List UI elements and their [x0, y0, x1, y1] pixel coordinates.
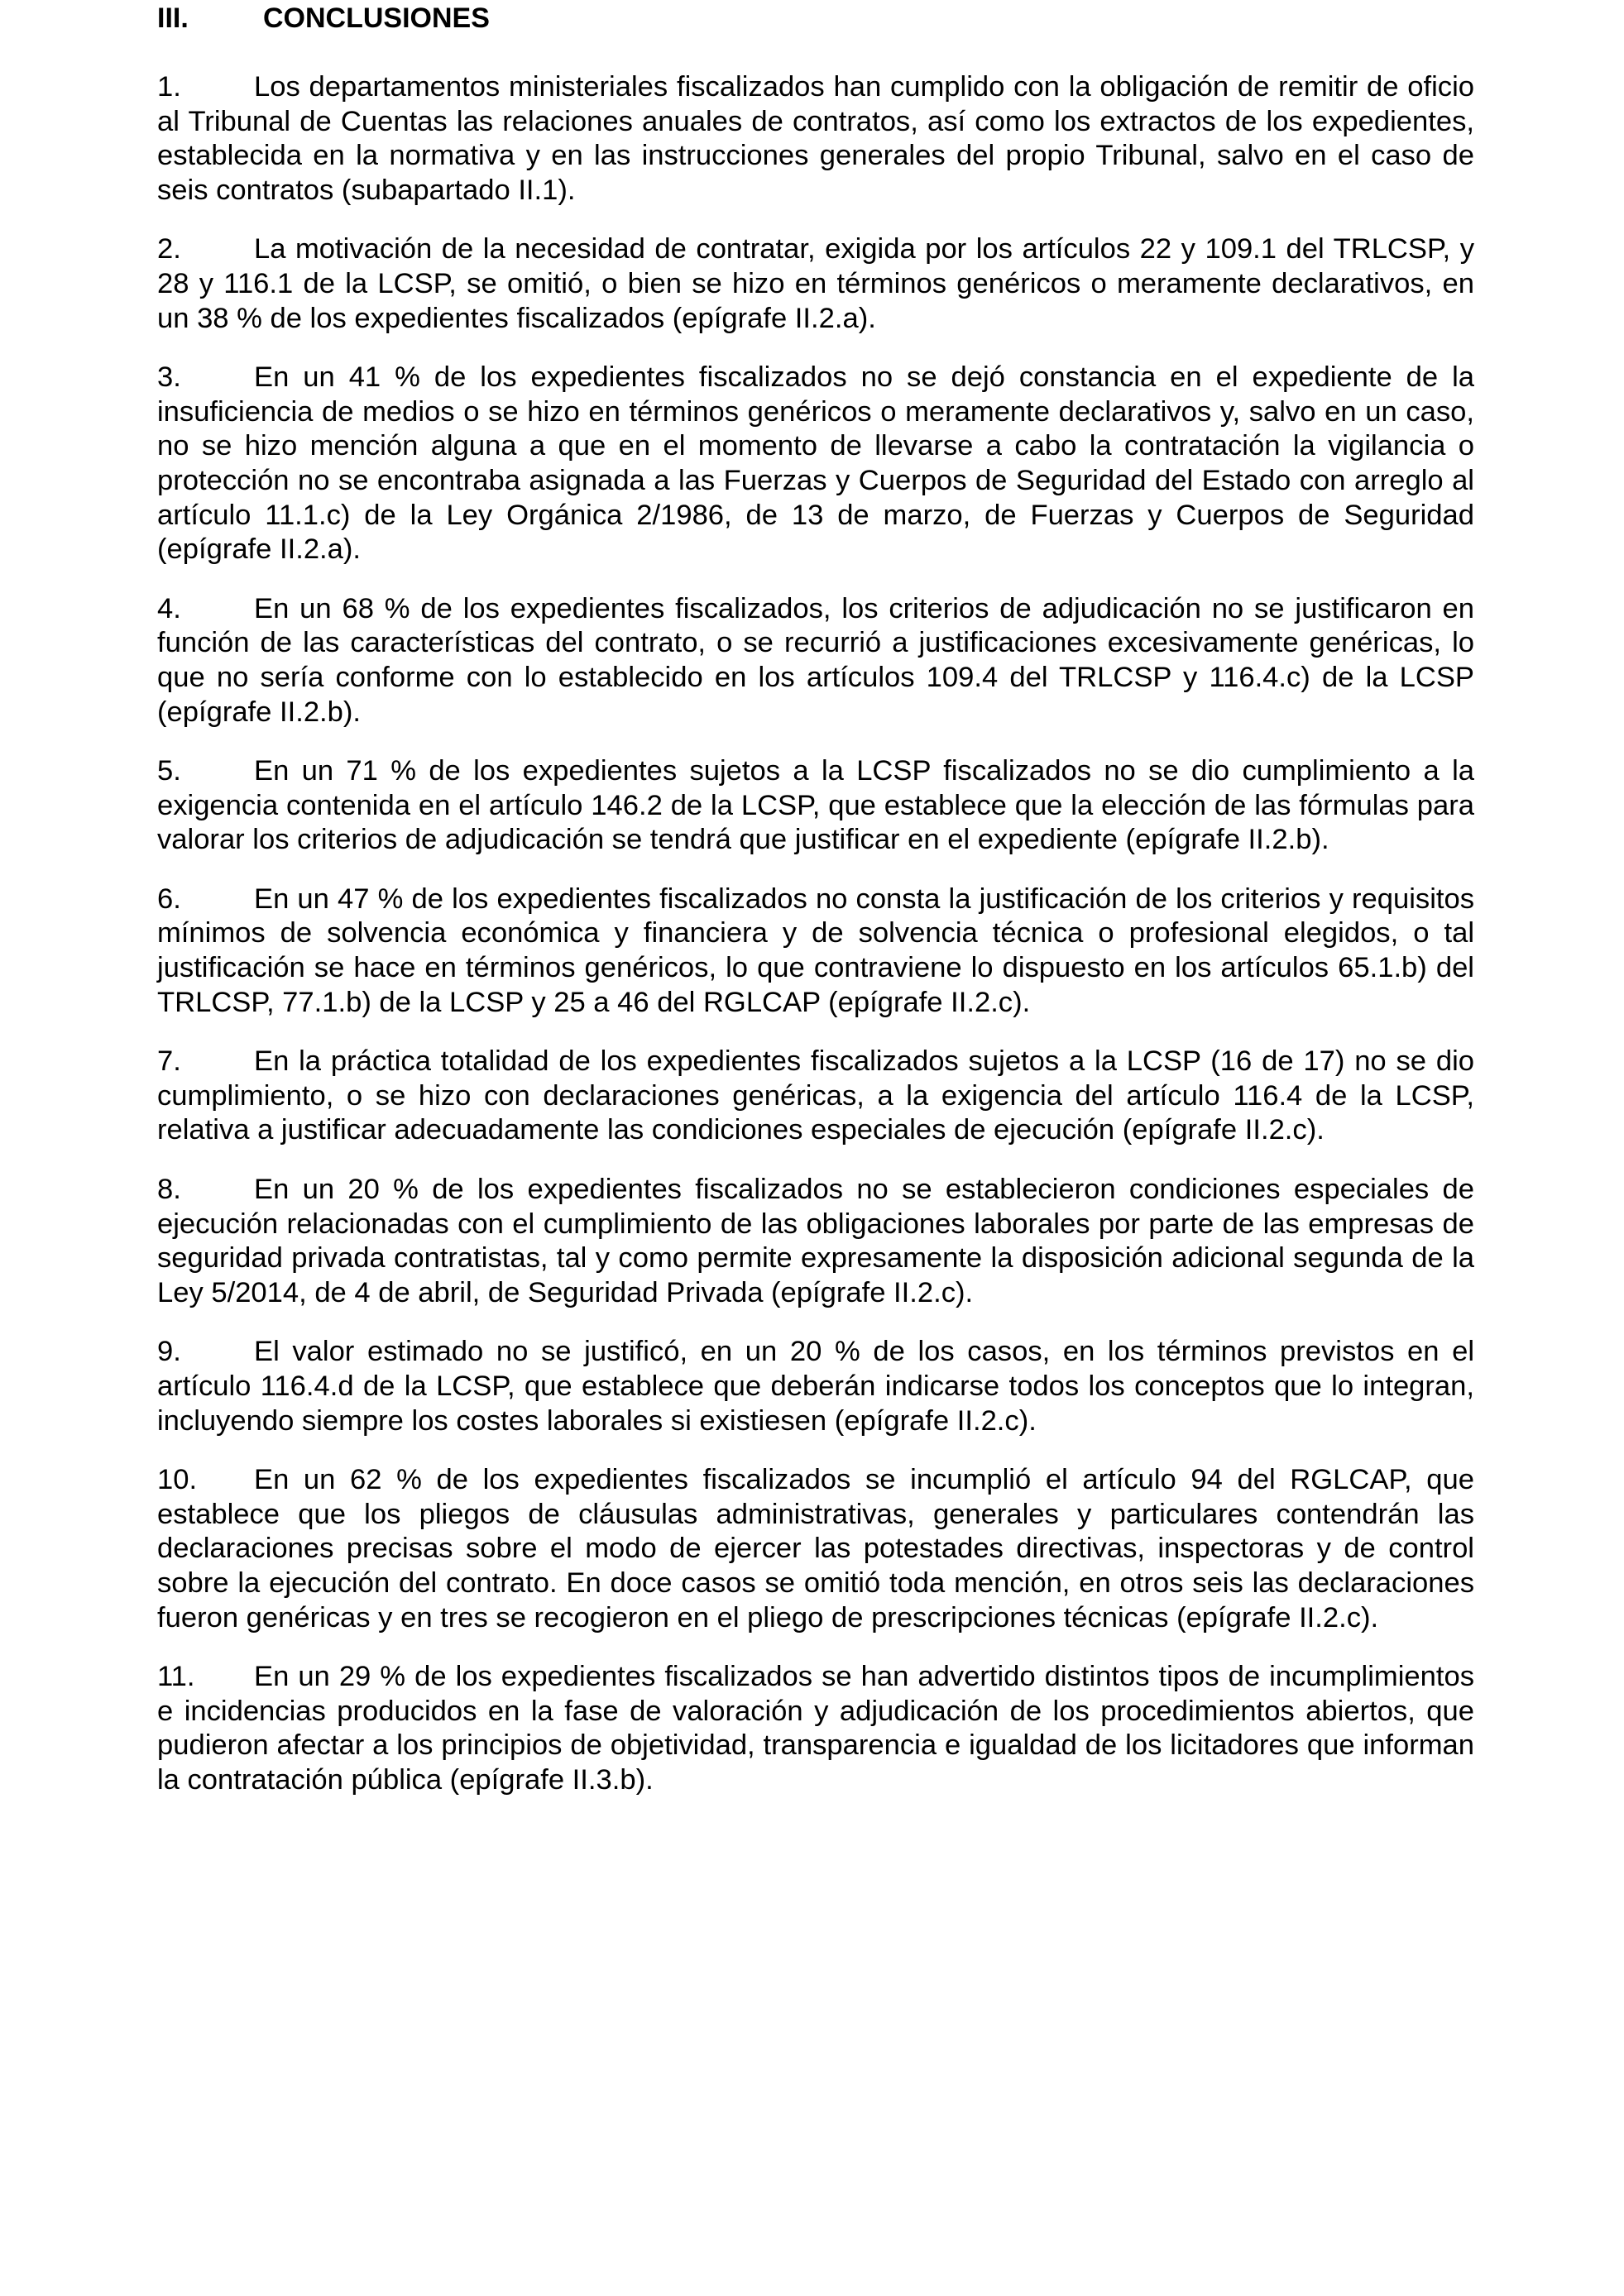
conclusion-number: 6.	[157, 883, 181, 915]
conclusion-paragraph-8	[157, 1173, 1474, 1310]
conclusion-paragraph-5	[157, 754, 1474, 858]
conclusion-text: Los departamentos ministeriales fiscalizados han cumplido con la obligación de remitir de oficio al Tribunal de Cuentas las relaciones anuales de contratos, así como los extractos de los expedientes, establecida en la normativa y en las instrucciones generales del propio Tribunal, salvo en el caso de seis contratos (subapartado II.1).	[157, 71, 1474, 206]
conclusion-text: En un 20 % de los expedientes fiscalizados no se establecieron condiciones especiales de ejecución relacionadas con el cumplimiento de las obligaciones laborales por parte de las empresas de seguridad privada contratistas, tal y como permite expresamente la disposición adicional segunda de la Ley 5/2014, de 4 de abril, de Seguridad Privada (epígrafe II.2.c).	[157, 1174, 1474, 1308]
conclusion-paragraph-10	[157, 1463, 1474, 1635]
conclusion-text: En un 71 % de los expedientes sujetos a la LCSP fiscalizados no se dio cumplimiento a la exigencia contenida en el artículo 146.2 de la LCSP, que establece que la elección de las fórmulas para valorar los criterios de adjudicación se tendrá que justificar en el expediente (epígrafe II.2.b).	[157, 755, 1474, 856]
conclusion-text: En un 41 % de los expedientes fiscalizados no se dejó constancia en el expediente de la insuficiencia de medios o se hizo en términos genéricos o meramente declarativos y, salvo en un caso, no se hizo mención alguna a que en el momento de llevarse a cabo la contratación la vigilancia o protección no se encontraba asignada a las Fuerzas y Cuerpos de Seguridad del Estado con arreglo al artículo 11.1.c) de la Ley Orgánica 2/1986, de 13 de marzo, de Fuerzas y Cuerpos de Seguridad (epígrafe II.2.a).	[157, 361, 1474, 566]
conclusion-number: 11.	[157, 1661, 195, 1693]
conclusion-text: En un 68 % de los expedientes fiscalizados, los criterios de adjudicación no se justificaron en función de las características del contrato, o se recurrió a justificaciones excesivamente genéricas, lo que no sería conforme con lo establecido en los artículos 109.4 del TRLCSP y 116.4.c) de la LCSP (epígrafe II.2.b).	[157, 592, 1474, 728]
conclusion-text: En un 47 % de los expedientes fiscalizados no consta la justificación de los criterios y requisitos mínimos de solvencia económica y financiera y de solvencia técnica o profesional elegidos, o tal justificación se hace en términos genéricos, lo que contraviene lo dispuesto en los artículos 65.1.b) del TRLCSP, 77.1.b) de la LCSP y 25 a 46 del RGLCAP (epígrafe II.2.c).	[157, 883, 1474, 1018]
section-number: III.	[157, 2, 189, 34]
conclusion-paragraph-7	[157, 1045, 1474, 1148]
conclusion-number: 5.	[157, 755, 181, 787]
conclusion-paragraph-3	[157, 361, 1474, 567]
conclusion-paragraph-4	[157, 592, 1474, 729]
conclusion-text: El valor estimado no se justificó, en un 20 % de los casos, en los términos previstos en el artículo 116.4.d de la LCSP, que establece que deberán indicarse todos los conceptos que lo integran, incluyendo siempre los costes laborales si existiesen (epígrafe II.2.c).	[157, 1336, 1474, 1437]
conclusion-text: En un 29 % de los expedientes fiscalizados se han advertido distintos tipos de incumplimientos e incidencias producidos en la fase de valoración y adjudicación de los procedimientos abiertos, que pudieron afectar a los principios de objetividad, transparencia e igualdad de los licitadores que informan la contratación pública (epígrafe II.3.b).	[157, 1661, 1474, 1796]
conclusion-number: 3.	[157, 361, 181, 394]
conclusion-paragraph-1	[157, 70, 1474, 208]
conclusion-number: 8.	[157, 1174, 181, 1206]
conclusion-text: En un 62 % de los expedientes fiscalizados se incumplió el artículo 94 del RGLCAP, que establece que los pliegos de cláusulas administrativas, generales y particulares contendrán las declaraciones precisas sobre el modo de ejercer las potestades directivas, inspectoras y de control sobre la ejecución del contrato. En doce casos se omitió toda mención, en otros seis las declaraciones fueron genéricas y en tres se recogieron en el pliego de prescripciones técnicas (epígrafe II.2.c).	[157, 1464, 1474, 1634]
conclusion-paragraph-11	[157, 1660, 1474, 1797]
section-title: CONCLUSIONES	[263, 2, 490, 34]
conclusion-number: 2.	[157, 233, 181, 265]
conclusion-paragraph-6	[157, 883, 1474, 1020]
document-page	[157, 0, 1474, 1823]
conclusion-number: 9.	[157, 1336, 181, 1368]
conclusion-number: 10.	[157, 1464, 198, 1496]
conclusion-number: 7.	[157, 1045, 181, 1078]
section-heading	[157, 0, 1474, 36]
conclusion-paragraph-2	[157, 232, 1474, 336]
conclusion-text: La motivación de la necesidad de contratar, exigida por los artículos 22 y 109.1 del TRLCSP, y 28 y 116.1 de la LCSP, se omitió, o bien se hizo en términos genéricos o meramente declarativos, en un 38 % de los expedientes fiscalizados (epígrafe II.2.a).	[157, 233, 1474, 334]
conclusion-number: 4.	[157, 592, 181, 624]
conclusion-number: 1.	[157, 71, 181, 103]
conclusion-paragraph-9	[157, 1335, 1474, 1438]
conclusion-text: En la práctica totalidad de los expedientes fiscalizados sujetos a la LCSP (16 de 17) no se dio cumplimiento, o se hizo con declaraciones genéricas, a la exigencia del artículo 116.4 de la LCSP, relativa a justificar adecuadamente las condiciones especiales de ejecución (epígrafe II.2.c).	[157, 1045, 1474, 1146]
